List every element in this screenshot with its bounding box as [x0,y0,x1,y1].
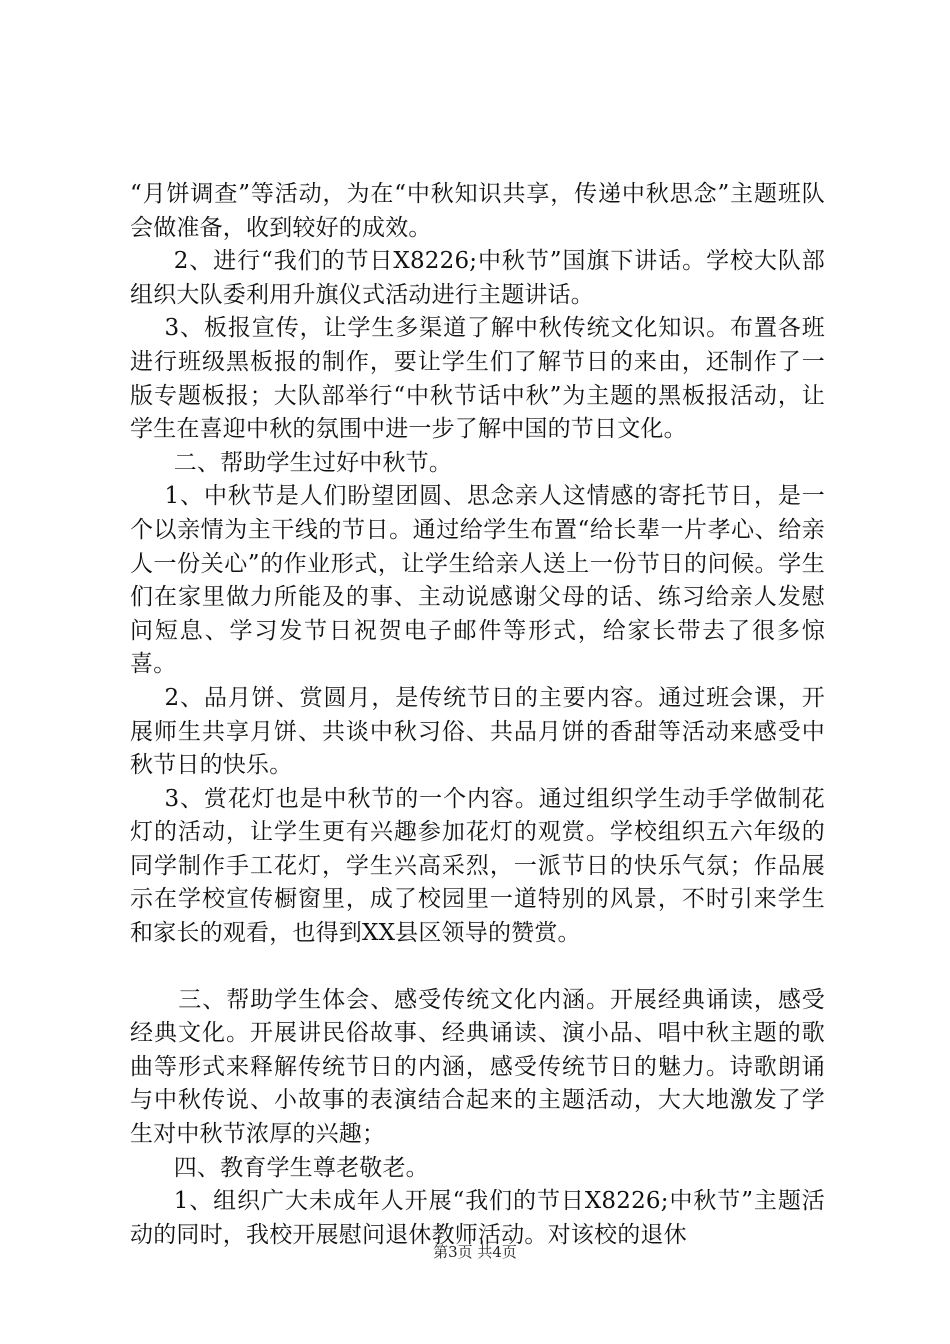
paragraph-2: 2、进行“我们的节日X8226;中秋节”国旗下讲话。学校大队部组织大队委利用升旗仪式活动进行主题讲话。 [130,248,825,308]
paragraph-10: 1、组织广大未成年人开展“我们的节日X8226;中秋节”主题活动的同时，我校开展慰问退休教师活动。对该校的退休 [130,1188,825,1248]
section-heading-2: 二、帮助学生过好中秋节。 [173,449,453,476]
document-body [130,178,825,1252]
paragraph-1: “月饼调查”等活动，为在“中秋知识共享，传递中秋思念”主题班队会做准备，收到较好的成效。 [130,181,825,241]
paragraph-3: 3、板报宣传，让学生多渠道了解中秋传统文化知识。布置各班进行班级黑板报的制作，要让学生们了解节日的来由，还制作了一版专题板报；大队部举行“中秋节话中秋”为主题的黑板报活动，让学生在喜迎中秋的氛围中进一步了解中国的节日文化。 [130,315,825,443]
paragraph-7: 3、赏花灯也是中秋节的一个内容。通过组织学生动手学做制花灯的活动，让学生更有兴趣参加花灯的观赏。学校组织五六年级的同学制作手工花灯，学生兴高采烈，一派节日的快乐气氛；作品展示在学校宣传橱窗里，成了校园里一道特别的风景，不时引来学生和家长的观看，也得到XX县区领导的赞赏。 [130,785,825,947]
paragraph-6: 2、品月饼、赏圆月，是传统节日的主要内容。通过班会课，开展师生共享月饼、共谈中秋习俗、共品月饼的香甜等活动来感受中秋节日的快乐。 [130,684,825,779]
section-heading-4: 四、教育学生尊老敬老。 [173,1154,429,1181]
section-heading-3: 三、帮助学生体会、感受传统文化内涵。开展经典诵读，感受经典文化。开展讲民俗故事、经典诵读、演小品、唱中秋主题的歌曲等形式来释解传统节日的内涵，感受传统节日的魅力。诗歌朗诵与中秋传说、小故事的表演结合起来的主题活动，大大地激发了学生对中秋节浓厚的兴趣； [130,986,825,1148]
page-footer: 第3页 共4页 [433,1243,517,1261]
paragraph-5: 1、中秋节是人们盼望团圆、思念亲人这情感的寄托节日，是一个以亲情为主干线的节日。通过给学生布置“给长辈一片孝心、给亲人一份关心”的作业形式，让学生给亲人送上一份节日的问候。学生们在家里做力所能及的事、主动说感谢父母的话、练习给亲人发慰问短息、学习发节日祝贺电子邮件等形式，给家长带去了很多惊喜。 [130,483,825,678]
